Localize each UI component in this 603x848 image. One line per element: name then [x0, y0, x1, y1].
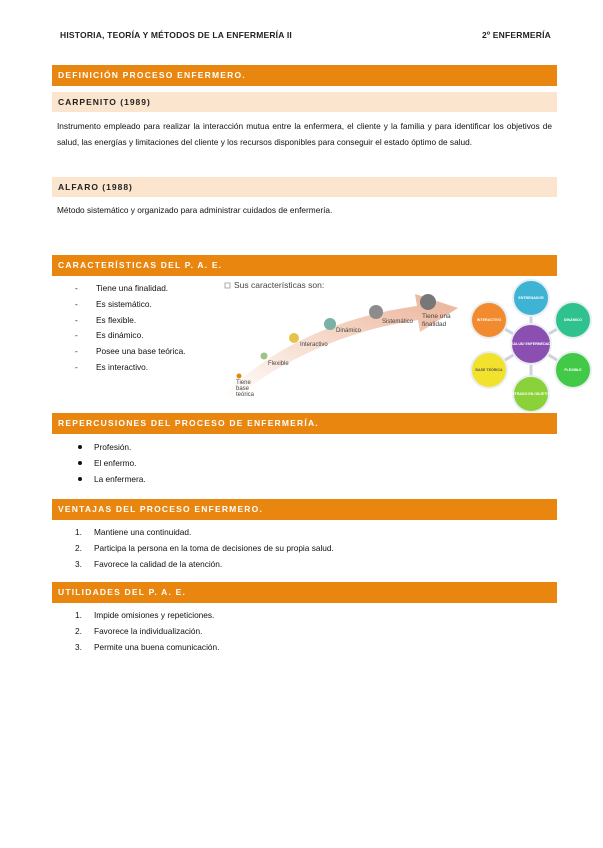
ventajas-list	[75, 525, 475, 572]
list-number: 3.	[75, 641, 82, 652]
step-label: Interactivo	[300, 342, 328, 348]
checkbox-icon	[225, 283, 230, 288]
circle-label: FLEXIBLE	[564, 368, 582, 372]
list-text: Favorece la calidad de la atención.	[94, 558, 223, 569]
list-text: Favorece la individualización.	[94, 625, 203, 636]
section-title-repercusiones: REPERCUSIONES DEL PROCESO DE ENFERMERÍA.	[52, 413, 557, 434]
progress-arrow	[226, 294, 458, 400]
repercusiones-list	[75, 439, 275, 487]
section-title-ventajas: VENTAJAS DEL PROCESO ENFERMERO.	[52, 499, 557, 520]
list-text: Impide omisiones y repeticiones.	[94, 610, 215, 620]
characteristics-arrow-diagram	[222, 276, 462, 402]
utilidades-list	[75, 608, 475, 655]
document-subject-header: HISTORIA, TEORÍA Y MÉTODOS DE LA ENFERMERÍA II	[60, 30, 292, 40]
list-item	[75, 624, 475, 640]
document-course-header: 2º ENFERMERÍA	[482, 30, 551, 40]
list-item: - Posee una base teórica.	[75, 344, 225, 360]
step-dot	[237, 374, 242, 379]
list-item: La enfermera.	[75, 471, 275, 487]
subheading-carpenito: CARPENITO (1989)	[52, 92, 557, 112]
list-text: Participa la persona en la toma de decisiones de su propia salud.	[94, 542, 334, 553]
carpenito-definition: Instrumento empleado para realizar la interacción mutua entre la enfermera, el cliente y la familia y para identificar los objetivos de salud, las energías y limitaciones del cliente y los recursos disponibles para conseguir el estado óptimo de salud.	[57, 121, 552, 147]
list-number: 2.	[75, 542, 82, 553]
list-item: El enfermo.	[75, 455, 275, 471]
step-dot	[324, 318, 336, 330]
diagram-heading: Sus características son:	[234, 280, 325, 290]
circle-label: ENTRENADOR	[518, 296, 544, 300]
step-label-base-teorica: Tiene base teórica	[236, 380, 255, 398]
list-item: - Es flexible.	[75, 313, 225, 329]
list-number: 1.	[75, 527, 82, 537]
step-dot	[420, 294, 436, 310]
caracteristicas-list	[75, 281, 225, 376]
section-title-definicion: DEFINICIÓN PROCESO ENFERMERO.	[52, 65, 557, 86]
list-item	[75, 608, 475, 624]
list-item: Profesión.	[75, 439, 275, 455]
section-title-utilidades: UTILIDADES DEL P. A. E.	[52, 582, 557, 603]
step-label-finalidad: Tiene una finalidad	[422, 313, 451, 328]
circle-label: BASE TEÓRICA	[475, 368, 503, 372]
list-item: - Es interactivo.	[75, 360, 225, 376]
list-item	[75, 525, 475, 541]
step-label: Flexible	[268, 361, 289, 367]
circle-label: INTERACTIVO	[476, 318, 502, 322]
list-text: Permite una buena comunicación.	[94, 641, 220, 652]
list-number: 3.	[75, 558, 82, 569]
step-dot	[369, 305, 383, 319]
list-item: - Es sistemático.	[75, 297, 225, 313]
list-text: Mantiene una continuidad.	[94, 527, 192, 537]
list-item	[75, 557, 475, 573]
list-item: - Tiene una finalidad.	[75, 281, 225, 297]
list-number: 2.	[75, 625, 82, 636]
step-label: Dinámico	[336, 328, 362, 334]
circle-label: SALUD/ ENFERMEDAD	[511, 342, 551, 346]
step-dot	[289, 333, 299, 343]
subheading-alfaro: ALFARO (1988)	[52, 177, 557, 197]
list-item	[75, 640, 475, 656]
alfaro-definition: Método sistemático y organizado para administrar cuidados de enfermería.	[57, 205, 333, 215]
list-item: - Es dinámico.	[75, 328, 225, 344]
step-dot	[261, 353, 268, 360]
list-number: 1.	[75, 610, 82, 620]
circle-label: DINÁMICO	[563, 318, 583, 322]
circle-label: CENTRADO EN OBJETIVOS	[507, 392, 555, 396]
list-item	[75, 541, 475, 557]
characteristics-circle-diagram	[468, 276, 594, 412]
section-title-caracteristicas: CARACTERÍSTICAS DEL P. A. E.	[52, 255, 557, 276]
step-label: Sistemático	[382, 319, 414, 325]
